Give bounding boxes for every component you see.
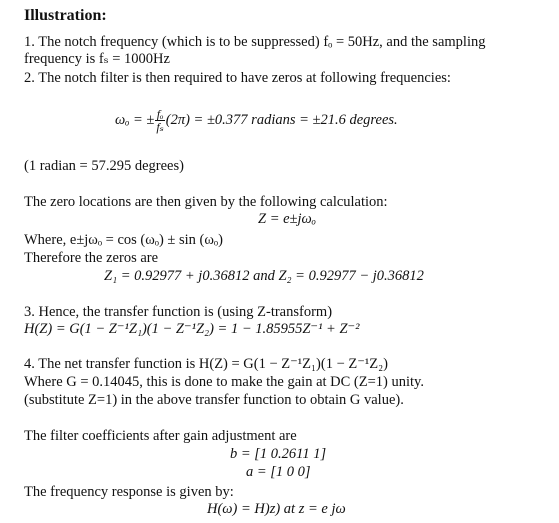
zeros-equation: Z₁ = 0.92977 + j0.36812 and Z₂ = 0.92977 − j0.36812 <box>104 268 424 284</box>
b-coefficients: b = [1 0.2611 1] <box>230 446 327 462</box>
heading: Illustration: <box>24 7 107 24</box>
a-coefficients: a = [1 0 0] <box>246 464 311 480</box>
fraction-denominator: fₛ <box>156 120 164 134</box>
paragraph-2: 2. The notch filter is then required to have zeros at following frequencies: <box>24 70 451 86</box>
transfer-function-equation: H(Z) = G(1 − Z⁻¹Z₁)(1 − Z⁻¹Z₂) = 1 − 1.85955Z⁻¹ + Z⁻² <box>24 321 360 337</box>
paragraph-4-line-1: 4. The net transfer function is H(Z) = G(1 − Z⁻¹Z₁)(1 − Z⁻¹Z₂) <box>24 356 388 372</box>
omega-equation <box>115 108 398 133</box>
zero-calculation-text: The zero locations are then given by the following calculation: <box>24 194 388 210</box>
fraction-fo-over-fs <box>155 108 164 133</box>
frequency-response-text: The frequency response is given by: <box>24 484 234 500</box>
paragraph-1-line-1: 1. The notch frequency (which is to be suppressed) fₒ = 50Hz, and the sampling <box>24 34 486 50</box>
paragraph-1-line-2: frequency is fₛ = 1000Hz <box>24 51 170 67</box>
omega-equation-rhs: (2π) = ±0.377 radians = ±21.6 degrees. <box>165 111 398 128</box>
coefficients-text: The filter coefficients after gain adjustment are <box>24 428 297 444</box>
radian-note: (1 radian = 57.295 degrees) <box>24 158 184 174</box>
paragraph-4-line-3: (substitute Z=1) in the above transfer function to obtain G value). <box>24 392 404 408</box>
paragraph-3-line-1: 3. Hence, the transfer function is (using Z-transform) <box>24 304 333 320</box>
frequency-response-equation: H(ω) = H)z) at z = e jω <box>207 501 346 517</box>
where-line: Where, e±jωₒ = cos (ωₒ) ± sin (ωₒ) <box>24 232 223 248</box>
omega-equation-lhs: ωₒ = ± <box>115 111 155 128</box>
paragraph-4-line-2: Where G = 0.14045, this is done to make the gain at DC (Z=1) unity. <box>24 374 424 390</box>
fraction-numerator: fₒ <box>156 107 164 121</box>
therefore-line: Therefore the zeros are <box>24 250 159 266</box>
z-equation: Z = e±jωₒ <box>258 211 316 227</box>
